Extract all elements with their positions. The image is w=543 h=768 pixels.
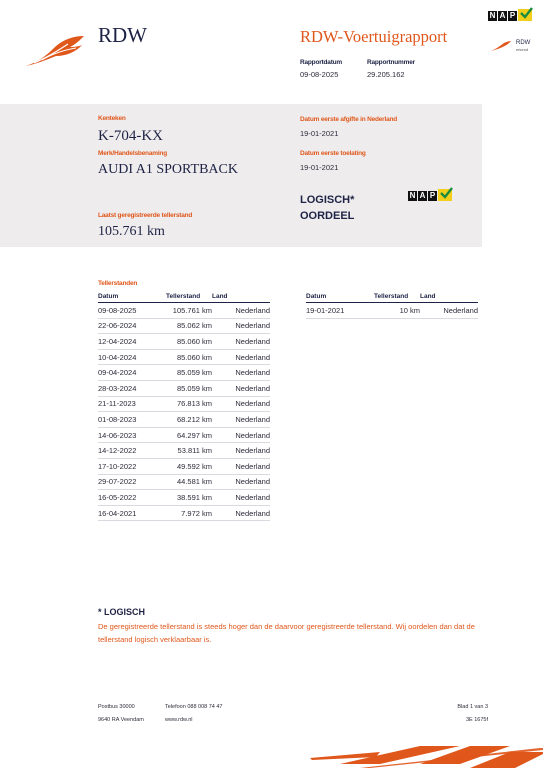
cell-tellerstand: 10 km <box>374 303 420 319</box>
cell-datum: 16-04-2021 <box>98 505 166 521</box>
cell-datum: 10-04-2024 <box>98 349 166 365</box>
rapportdatum-value: 09-08-2025 <box>300 70 339 79</box>
toelating-value: 19-01-2021 <box>300 163 339 172</box>
table-row <box>98 303 270 319</box>
col-land: Land <box>212 292 270 303</box>
footer-web-link[interactable]: www.rdw.nl <box>165 717 193 723</box>
cell-land: Nederland <box>212 318 270 334</box>
cell-land: Nederland <box>212 443 270 459</box>
cell-datum: 14-06-2023 <box>98 427 166 443</box>
cell-tellerstand: 85.059 km <box>166 365 212 381</box>
oordeel-line-1: LOGISCH* <box>300 194 355 206</box>
cell-land: Nederland <box>212 303 270 319</box>
cell-tellerstand: 85.059 km <box>166 380 212 396</box>
cell-land: Nederland <box>212 396 270 412</box>
cell-tellerstand: 68.212 km <box>166 412 212 428</box>
cell-land: Nederland <box>212 349 270 365</box>
kenteken-label: Kenteken <box>98 115 126 122</box>
cell-land: Nederland <box>212 412 270 428</box>
rapportnummer-value: 29.205.162 <box>367 70 405 79</box>
tellerstand-label: Laatst geregistreerde tellerstand <box>98 212 193 219</box>
cell-datum: 16-05-2022 <box>98 490 166 506</box>
cell-tellerstand: 85.060 km <box>166 349 212 365</box>
footnote-text: De geregistreerde tellerstand is steeds hoger dan de daarvoor geregistreerde tellerstand. Wij oordelen dan dat de tellerstand logisch verklaarbaar is. <box>98 622 475 644</box>
footnote-title: * LOGISCH <box>98 607 146 617</box>
rdw-erkend-icon <box>490 40 512 52</box>
table-row <box>98 474 270 490</box>
table-row <box>98 396 270 412</box>
cell-datum: 12-04-2024 <box>98 334 166 350</box>
cell-tellerstand: 38.591 km <box>166 490 212 506</box>
brand-name: RDW <box>98 23 147 47</box>
toelating-label: Datum eerste toelating <box>300 150 366 157</box>
tellerstanden-title: Tellerstanden <box>98 280 138 287</box>
rapportnummer-label: Rapportnummer <box>367 59 415 66</box>
cell-land: Nederland <box>212 365 270 381</box>
cell-tellerstand: 7.972 km <box>166 505 212 521</box>
afgifte-value: 19-01-2021 <box>300 129 339 138</box>
rdw-erkend-label: RDW <box>516 40 531 46</box>
cell-datum: 28-03-2024 <box>98 380 166 396</box>
cell-land: Nederland <box>212 427 270 443</box>
table-row <box>98 458 270 474</box>
nap-logo-icon: N A P <box>488 9 532 21</box>
cell-datum: 14-12-2022 <box>98 443 166 459</box>
table-row <box>98 380 270 396</box>
cell-land: Nederland <box>420 303 478 319</box>
footer-code: 3E 1675f <box>465 717 488 723</box>
table-row <box>98 365 270 381</box>
cell-datum: 22-06-2024 <box>98 318 166 334</box>
cell-datum: 09-04-2024 <box>98 365 166 381</box>
col-land: Land <box>420 292 478 303</box>
table-row <box>306 303 478 319</box>
merk-label: Merk/Handelsbenaming <box>98 150 167 157</box>
col-tellerstand: Tellerstand <box>166 292 212 303</box>
cell-land: Nederland <box>212 380 270 396</box>
tellerstanden-table-left <box>98 292 270 521</box>
cell-datum: 01-08-2023 <box>98 412 166 428</box>
table-row <box>98 318 270 334</box>
rdw-erkend-sub: erkend <box>516 47 529 52</box>
cell-tellerstand: 49.592 km <box>166 458 212 474</box>
tellerstand-value: 105.761 km <box>98 224 165 239</box>
merk-value: AUDI A1 SPORTBACK <box>98 162 238 177</box>
afgifte-label: Datum eerste afgifte in Nederland <box>300 116 398 123</box>
cell-datum: 21-11-2023 <box>98 396 166 412</box>
footer-page-number: Blad 1 van 3 <box>457 704 488 710</box>
cell-tellerstand: 85.062 km <box>166 318 212 334</box>
kenteken-value: K-704-KX <box>98 128 163 144</box>
cell-datum: 19-01-2021 <box>306 303 374 319</box>
cell-land: Nederland <box>212 474 270 490</box>
rapportdatum-label: Rapportdatum <box>300 59 343 66</box>
table-row <box>98 505 270 521</box>
cell-land: Nederland <box>212 458 270 474</box>
col-datum: Datum <box>98 292 166 303</box>
footer-postbus: Postbus 30000 <box>98 704 135 710</box>
oordeel-label <box>300 192 354 224</box>
table-row <box>98 334 270 350</box>
table-row <box>98 349 270 365</box>
footer-plaats: 9640 RA Veendam <box>98 717 144 723</box>
cell-land: Nederland <box>212 505 270 521</box>
cell-land: Nederland <box>212 490 270 506</box>
oordeel-line-2: OORDEEL <box>300 210 355 222</box>
table-row <box>98 427 270 443</box>
cell-datum: 09-08-2025 <box>98 303 166 319</box>
col-tellerstand: Tellerstand <box>374 292 420 303</box>
cell-tellerstand: 64.297 km <box>166 427 212 443</box>
cell-tellerstand: 53.811 km <box>166 443 212 459</box>
cell-datum: 29-07-2022 <box>98 474 166 490</box>
cell-tellerstand: 105.761 km <box>166 303 212 319</box>
tellerstanden-table-right <box>306 292 478 319</box>
nap-oordeel-icon: N A P <box>408 189 452 201</box>
table-row <box>98 490 270 506</box>
cell-datum: 17-10-2022 <box>98 458 166 474</box>
col-datum: Datum <box>306 292 374 303</box>
cell-tellerstand: 76.813 km <box>166 396 212 412</box>
cell-land: Nederland <box>212 334 270 350</box>
cell-tellerstand: 85.060 km <box>166 334 212 350</box>
decorative-stripes <box>310 744 543 768</box>
cell-tellerstand: 44.581 km <box>166 474 212 490</box>
table-row <box>98 443 270 459</box>
report-title: RDW-Voertuigrapport <box>300 27 448 46</box>
rdw-logo-icon <box>24 32 86 68</box>
table-row <box>98 412 270 428</box>
footer-telefoon: Telefoon 088 008 74 47 <box>165 704 223 710</box>
vehicle-panel <box>0 104 482 247</box>
